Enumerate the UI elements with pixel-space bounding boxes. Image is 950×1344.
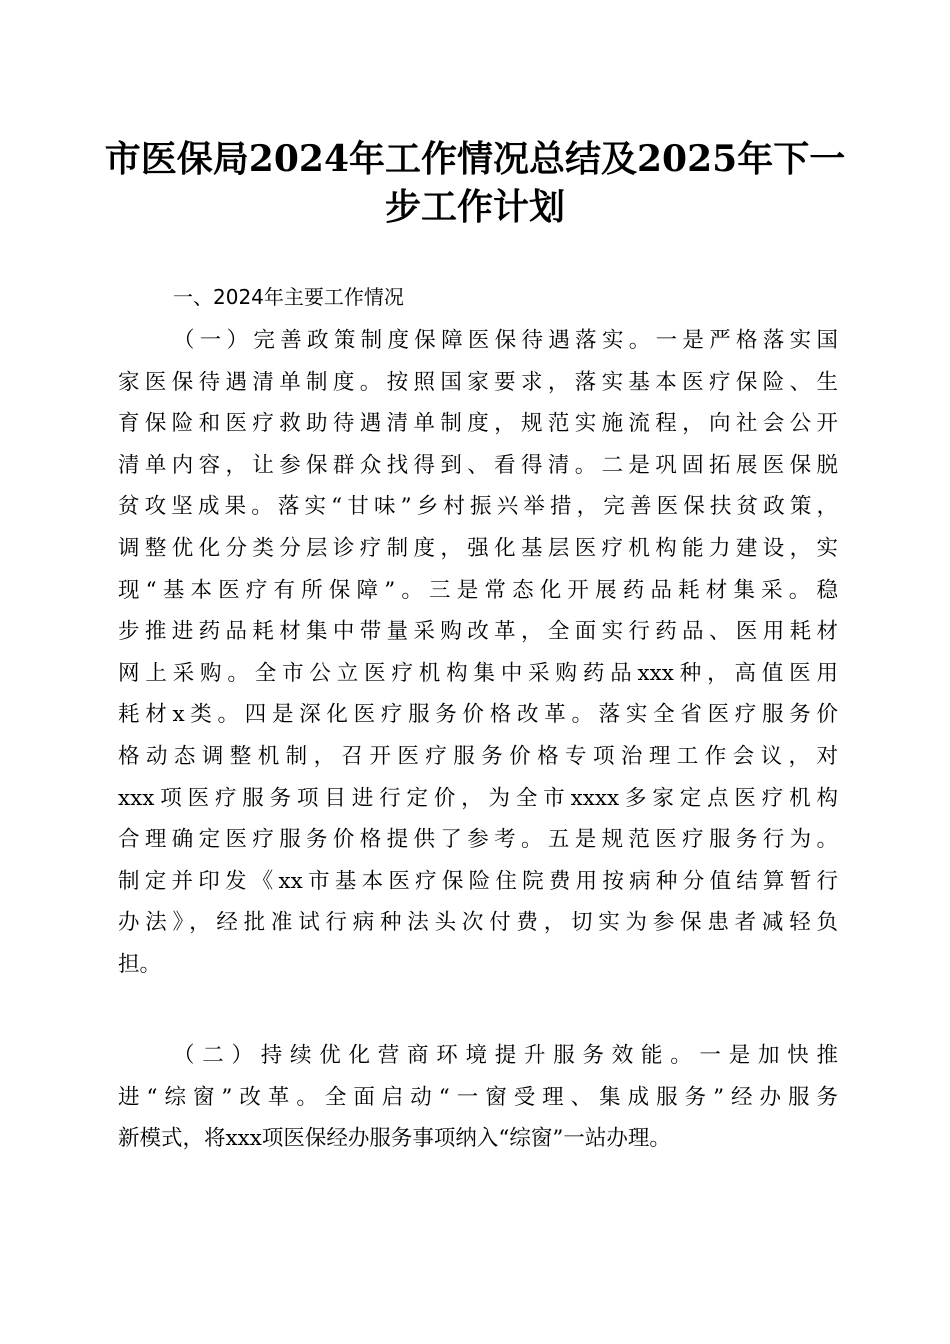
text-line: 育保险和医疗救助待遇清单制度，规范实施流程，向社会公开 — [118, 411, 838, 437]
text-line: 调整优化分类分层诊疗制度，强化基层医疗机构能力建设，实 — [118, 535, 838, 561]
text-line: 网上采购。全市公立医疗机构集中采购药品xxx种，高值医用 — [118, 660, 838, 686]
text-line: 步推进药品耗材集中带量采购改革，全面实行药品、医用耗材 — [118, 619, 838, 645]
title-line: 市医保局2024年工作情况总结及2025年下一 — [104, 138, 846, 180]
text-line: 格动态调整机制，召开医疗服务价格专项治理工作会议，对 — [118, 743, 838, 769]
text-line: 进“综窗”改革。全面启动“一窗受理、集成服务”经办服务 — [118, 1084, 838, 1110]
text-line: （一）完善政策制度保障医保待遇落实。一是严格落实国 — [173, 328, 838, 353]
text-line: 耗材x类。四是深化医疗服务价格改革。落实全省医疗服务价 — [118, 702, 838, 728]
paragraph-policy — [118, 320, 838, 986]
text-line: 担。 — [118, 951, 162, 977]
text-line: 新模式，将xxx项医保经办服务事项纳入“综窗”一站办理。 — [118, 1126, 671, 1152]
document-title — [100, 135, 850, 231]
text-line: 制定并印发《xx市基本医疗保险住院费用按病种分值结算暂行 — [118, 868, 838, 894]
text-line: （二）持续优化营商环境提升服务效能。一是加快推 — [173, 1043, 838, 1068]
text-line: 清单内容，让参保群众找得到、看得清。二是巩固拓展医保脱 — [118, 452, 838, 478]
text-line: 家医保待遇清单制度。按照国家要求，落实基本医疗保险、生 — [118, 369, 838, 395]
text-line: 贫攻坚成果。落实“甘味”乡村振兴举措，完善医保扶贫政策， — [118, 494, 838, 520]
paragraph-business-environment — [118, 1035, 838, 1160]
text-line: xxx项医疗服务项目进行定价，为全市xxxx多家定点医疗机构 — [118, 785, 838, 811]
text-line: 办法》，经批准试行病种法头次付费，切实为参保患者减轻负 — [118, 910, 838, 936]
title-line: 步工作计划 — [384, 186, 565, 228]
section-heading: 一、2024年主要工作情况 — [173, 285, 404, 309]
text-line: 现“基本医疗有所保障”。三是常态化开展药品耗材集采。稳 — [118, 577, 838, 603]
text-line: 合理确定医疗服务价格提供了参考。五是规范医疗服务行为。 — [118, 827, 838, 853]
